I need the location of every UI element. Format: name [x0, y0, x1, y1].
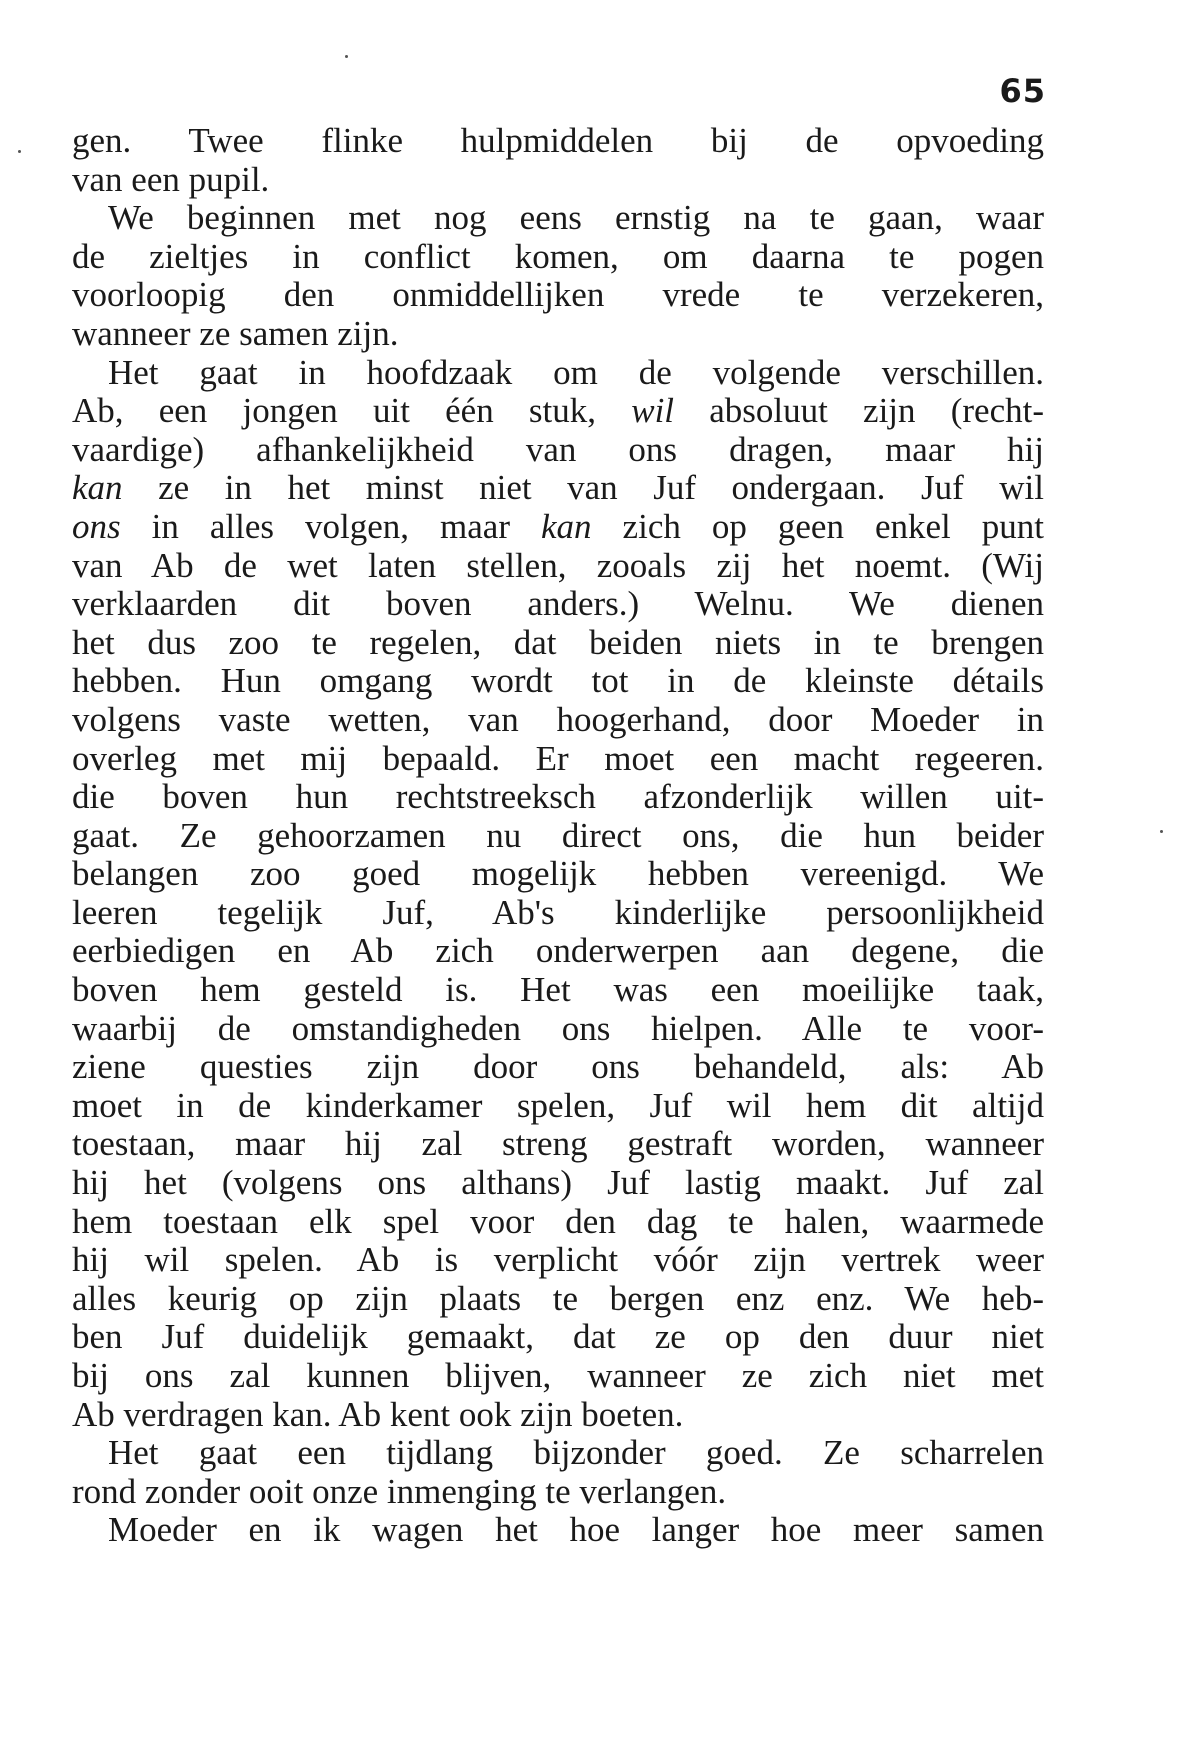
text-line [72, 1087, 1044, 1126]
text-line [72, 1280, 1044, 1319]
text-span: Ab verdragen kan. Ab kent ook zijn boeten. [72, 1394, 684, 1434]
body-text [72, 122, 1044, 1550]
text-span: ziene questies zijn door ons behandeld, als: Ab [72, 1047, 1044, 1087]
text-span: ben Juf duidelijk gemaakt, dat ze op den duur niet [72, 1317, 1044, 1357]
text-line [72, 199, 1044, 238]
text-line [72, 701, 1044, 740]
text-line [72, 508, 1044, 547]
text-line [72, 740, 1044, 779]
text-line [72, 585, 1044, 624]
text-span: hij het (volgens ons althans) Juf lastig maakt. Juf zal [72, 1163, 1044, 1203]
text-line [72, 855, 1044, 894]
speck [1160, 830, 1163, 833]
text-span: We beginnen met nog eens ernstig na te gaan, waar [108, 198, 1044, 238]
text-line [72, 1357, 1044, 1396]
text-line [72, 1434, 1044, 1473]
text-span: hij wil spelen. Ab is verplicht vóór zijn vertrek weer [72, 1240, 1044, 1280]
text-span: volgens vaste wetten, van hoogerhand, door Moeder in [72, 699, 1044, 739]
text-span: Het gaat een tijdlang bijzonder goed. Ze scharrelen [108, 1433, 1044, 1473]
text-line [72, 971, 1044, 1010]
text-span: alles keurig op zijn plaats te bergen enz enz. We heb- [72, 1278, 1044, 1318]
text-span: verklaarden dit boven anders.) Welnu. We dienen [72, 584, 1044, 624]
text-span: wanneer ze samen zijn. [72, 313, 399, 353]
text-span: Ab, een jongen uit één stuk, [72, 391, 632, 431]
text-line [72, 1010, 1044, 1049]
text-line [72, 238, 1044, 277]
text-line [72, 431, 1044, 470]
speck [18, 150, 21, 153]
text-span: overleg met mij bepaald. Er moet een macht regeeren. [72, 738, 1044, 778]
text-span: toestaan, maar hij zal streng gestraft worden, wanneer [72, 1124, 1044, 1164]
text-line [72, 1164, 1044, 1203]
text-line [72, 547, 1044, 586]
text-line [72, 469, 1044, 508]
page-number: 65 [999, 72, 1046, 110]
text-span: waarbij de omstandigheden ons hielpen. Alle te voor- [72, 1008, 1044, 1048]
text-span: ze in het minst niet van Juf ondergaan. Juf wil [122, 468, 1044, 508]
text-line [72, 662, 1044, 701]
text-span: het dus zoo te regelen, dat beiden niets in te brengen [72, 622, 1044, 662]
text-span: rond zonder ooit onze inmenging te verlangen. [72, 1471, 727, 1511]
text-span: absoluut zijn (recht- [674, 391, 1044, 431]
text-line [72, 1048, 1044, 1087]
text-line [72, 276, 1044, 315]
text-span: gen. Twee flinke hulpmiddelen bij de opvoeding [72, 121, 1044, 160]
text-span: Moeder en ik wagen het hoe langer hoe meer samen [108, 1510, 1044, 1550]
text-span: de zieltjes in conflict komen, om daarna te pogen [72, 236, 1044, 276]
text-span: boven hem gesteld is. Het was een moeilijke taak, [72, 970, 1044, 1010]
text-span: van een pupil. [72, 159, 270, 199]
text-span: hem toestaan elk spel voor den dag te halen, waarmede [72, 1201, 1044, 1241]
text-line [72, 392, 1044, 431]
text-line [72, 1241, 1044, 1280]
text-line [72, 817, 1044, 856]
text-span: die boven hun rechtstreeksch afzonderlijk willen uit- [72, 777, 1044, 817]
text-line [72, 1125, 1044, 1164]
text-span: gaat. Ze gehoorzamen nu direct ons, die hun beider [72, 815, 1044, 855]
text-line [72, 1511, 1044, 1550]
text-line [72, 1396, 1044, 1435]
text-line [72, 1203, 1044, 1242]
text-span: in alles volgen, maar [120, 506, 541, 546]
text-line [72, 778, 1044, 817]
text-line [72, 161, 1044, 200]
emphasis-text: ons [72, 506, 121, 546]
text-line [72, 315, 1044, 354]
text-line [72, 354, 1044, 393]
text-span: vaardige) afhankelijkheid van ons dragen, maar hij [72, 429, 1044, 469]
text-span: belangen zoo goed mogelijk hebben vereenigd. We [72, 854, 1044, 894]
text-line [72, 122, 1044, 161]
text-line [72, 1473, 1044, 1512]
emphasis-text: wil [631, 391, 675, 431]
text-line [72, 932, 1044, 971]
text-line [72, 1318, 1044, 1357]
text-span: eerbiedigen en Ab zich onderwerpen aan degene, die [72, 931, 1044, 971]
emphasis-text: kan [72, 468, 123, 508]
text-span: hebben. Hun omgang wordt tot in de kleinste détails [72, 661, 1044, 701]
emphasis-text: kan [541, 506, 592, 546]
text-line [72, 624, 1044, 663]
text-span: voorloopig den onmiddellijken vrede te verzekeren, [72, 275, 1044, 315]
text-span: leeren tegelijk Juf, Ab's kinderlijke persoonlijkheid [72, 892, 1044, 932]
text-span: moet in de kinderkamer spelen, Juf wil hem dit altijd [72, 1085, 1044, 1125]
text-span: Het gaat in hoofdzaak om de volgende verschillen. [108, 352, 1044, 392]
text-line [72, 894, 1044, 933]
text-span: bij ons zal kunnen blijven, wanneer ze zich niet met [72, 1356, 1044, 1395]
speck [345, 55, 348, 58]
text-span: van Ab de wet laten stellen, zooals zij het noemt. (Wij [72, 545, 1044, 585]
text-span: zich op geen enkel punt [591, 506, 1044, 546]
